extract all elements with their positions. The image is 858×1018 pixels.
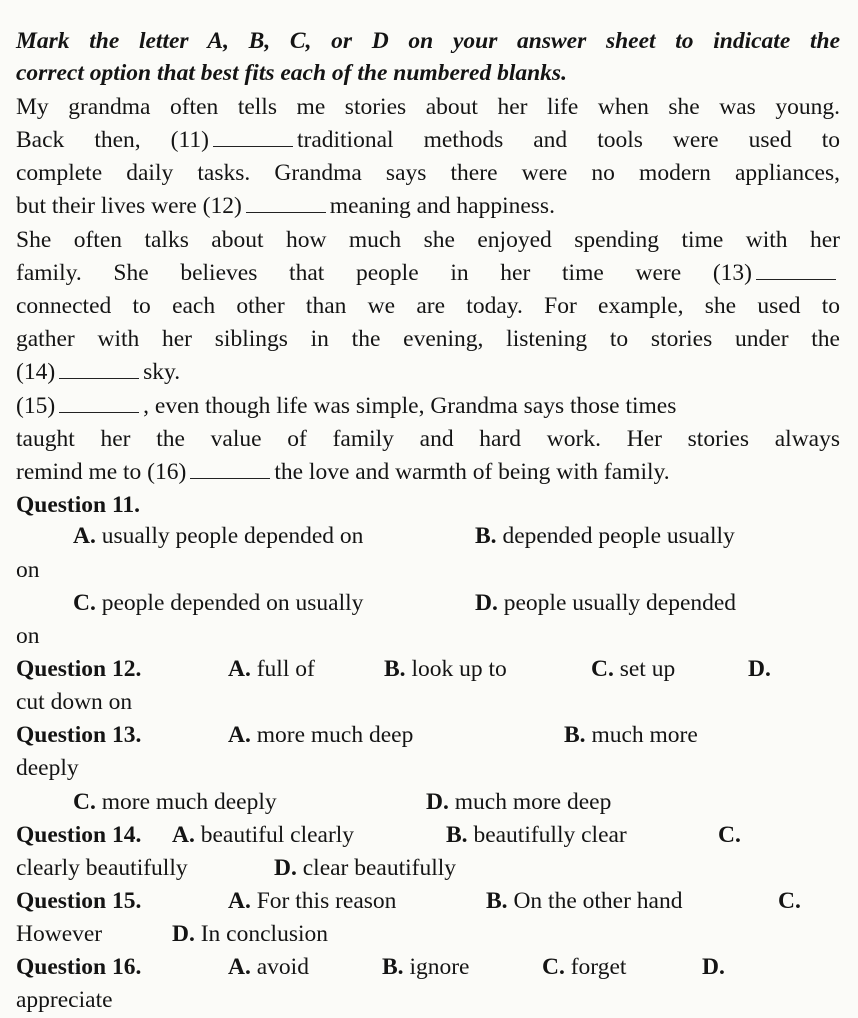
passage-line-7: connected to each other than we are today. For example, she used to <box>16 293 840 319</box>
question-16-option-a[interactable]: A. avoid <box>228 954 309 980</box>
question-15-option-d[interactable]: D. In conclusion <box>172 921 328 947</box>
question-13-option-d[interactable]: D. much more deep <box>426 789 612 815</box>
passage-text: remind me to (16) <box>16 459 187 485</box>
passage-text: the love and warmth of being with family. <box>274 459 670 485</box>
passage-text: but their lives were (12) <box>16 193 242 219</box>
passage-line-8: gather with her siblings in the evening, listening to stories under the <box>16 326 840 352</box>
question-14-option-c[interactable]: clearly beautifully <box>16 855 188 881</box>
question-11-label: Question 11. <box>16 492 141 518</box>
question-16-option-d[interactable]: appreciate <box>16 987 113 1013</box>
question-15-option-c-marker[interactable]: C. <box>778 888 801 914</box>
question-12-option-d-marker[interactable]: D. <box>748 656 771 682</box>
question-11-option-b[interactable]: B. depended people usually <box>475 523 735 549</box>
question-11-option-b-continued: on <box>16 557 40 583</box>
blank-12 <box>246 194 326 213</box>
question-15-option-c[interactable]: However <box>16 921 103 947</box>
question-16-option-c[interactable]: C. forget <box>542 954 627 980</box>
question-11-option-d[interactable]: D. people usually depended <box>475 590 737 616</box>
question-16-option-b[interactable]: B. ignore <box>382 954 470 980</box>
passage-line-1: My grandma often tells me stories about her life when she was young. <box>16 94 840 120</box>
question-12-option-a[interactable]: A. full of <box>228 656 315 682</box>
question-12-label: Question 12. <box>16 656 142 682</box>
passage-text: (14) <box>16 359 56 385</box>
blank-11 <box>213 128 293 147</box>
question-12-option-b[interactable]: B. look up to <box>384 656 507 682</box>
instruction-line-1: Mark the letter A, B, C, or D on your answer sheet to indicate the <box>16 28 840 54</box>
passage-text: meaning and happiness. <box>329 193 555 219</box>
passage-text: Back then, (11) <box>16 127 209 153</box>
passage-line-6 <box>16 258 840 288</box>
question-13-label: Question 13. <box>16 722 142 748</box>
question-13-option-b[interactable]: B. much more <box>564 722 698 748</box>
question-11-option-c[interactable]: C. people depended on usually <box>73 590 364 616</box>
question-16-label: Question 16. <box>16 954 142 980</box>
instruction-line-2: correct option that best fits each of the numbered blanks. <box>16 60 567 86</box>
question-14-option-a[interactable]: A. beautiful clearly <box>172 822 355 848</box>
passage-text: , even though life was simple, Grandma says those times <box>143 393 677 419</box>
question-14-label: Question 14. <box>16 822 142 848</box>
passage-text: (15) <box>16 393 56 419</box>
passage-line-4 <box>16 191 840 221</box>
question-13-option-b-continued: deeply <box>16 755 79 781</box>
question-14-option-b[interactable]: B. beautifully clear <box>446 822 627 848</box>
blank-14 <box>59 360 139 379</box>
passage-text: sky. <box>143 359 181 385</box>
blank-13 <box>756 261 836 280</box>
question-12-option-d[interactable]: cut down on <box>16 689 133 715</box>
blank-16 <box>190 460 270 479</box>
question-13-option-c[interactable]: C. more much deeply <box>73 789 277 815</box>
question-11-option-d-continued: on <box>16 623 40 649</box>
passage-line-5: She often talks about how much she enjoyed spending time with her <box>16 227 840 253</box>
passage-text: traditional methods and tools were used to <box>296 127 840 153</box>
passage-line-2 <box>16 125 840 155</box>
passage-line-10 <box>16 391 840 421</box>
question-14-option-c-marker[interactable]: C. <box>718 822 741 848</box>
question-13-option-a[interactable]: A. more much deep <box>228 722 414 748</box>
question-15-option-b[interactable]: B. On the other hand <box>486 888 683 914</box>
passage-line-12 <box>16 457 840 487</box>
question-11-option-a[interactable]: A. usually people depended on <box>73 523 364 549</box>
passage-line-11: taught her the value of family and hard work. Her stories always <box>16 426 840 452</box>
passage-text: family. She believes that people in her time were (13) <box>16 260 752 286</box>
blank-15 <box>59 394 139 413</box>
question-16-option-d-marker[interactable]: D. <box>702 954 725 980</box>
question-15-option-a[interactable]: A. For this reason <box>228 888 397 914</box>
question-12-option-c[interactable]: C. set up <box>591 656 676 682</box>
passage-line-9 <box>16 357 840 387</box>
question-14-option-d[interactable]: D. clear beautifully <box>274 855 457 881</box>
question-15-label: Question 15. <box>16 888 142 914</box>
passage-line-3: complete daily tasks. Grandma says there were no modern appliances, <box>16 160 840 186</box>
